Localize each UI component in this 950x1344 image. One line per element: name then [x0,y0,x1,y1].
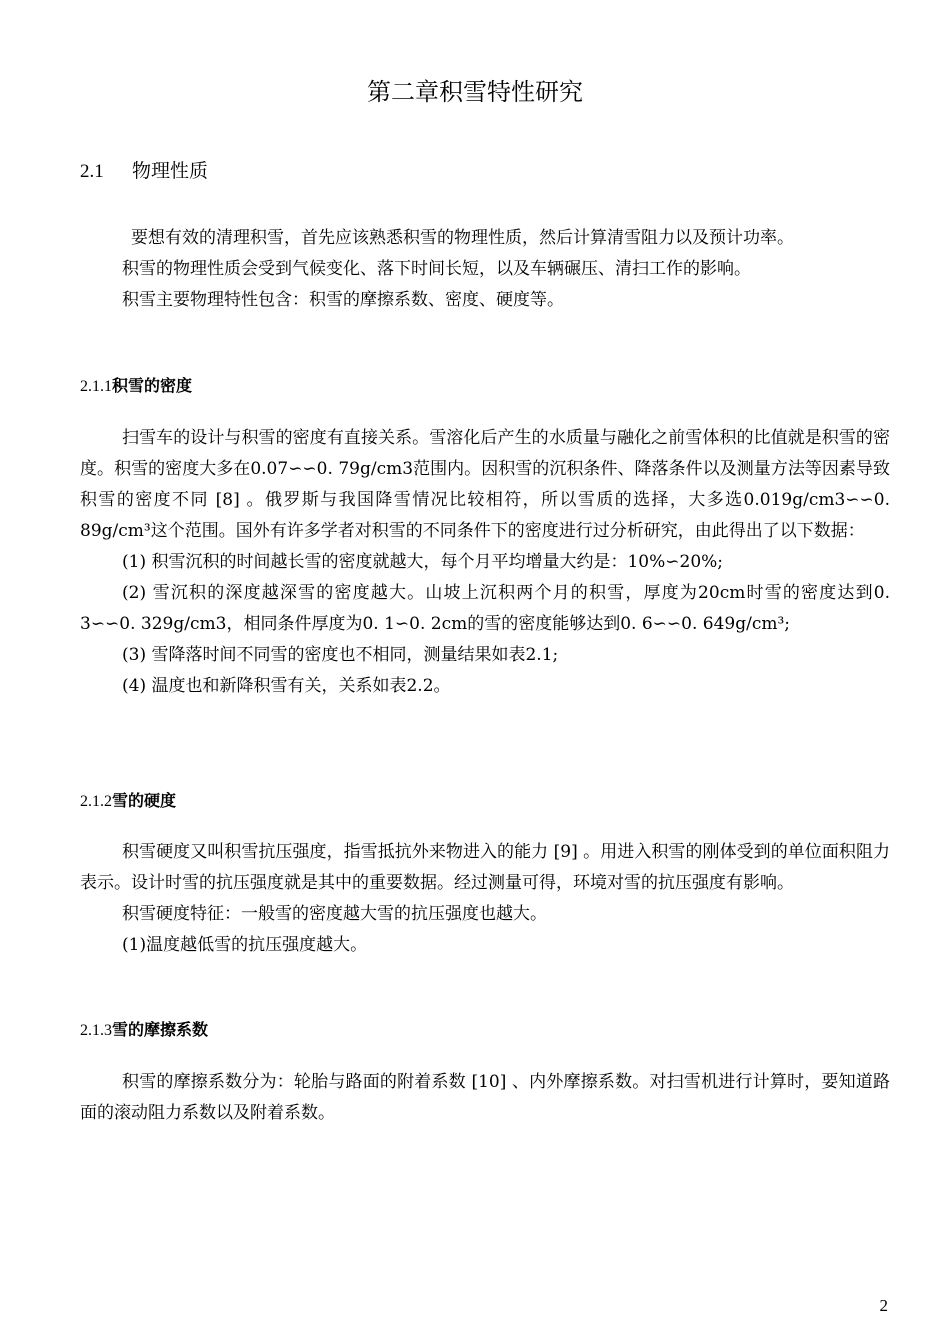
hardness-block [80,837,890,961]
list-item: (2) 雪沉积的深度越深雪的密度越大。山坡上沉积两个月的积雪，厚度为20cm时雪的密度达到0. 3∽∽0. 329g/cm3，相同条件厚度为0. 1∽0. 2cm的雪的密度能够达到0. 6∽∽0. 649g/cm³; [80,583,890,634]
paragraph: 积雪主要物理特性包含：积雪的摩擦系数、密度、硬度等。 [122,290,564,310]
paragraph: 要想有效的清理积雪，首先应该熟悉积雪的物理性质，然后计算清雪阻力以及预计功率。 [131,228,794,248]
paragraph: 扫雪车的设计与积雪的密度有直接关系。雪溶化后产生的水质量与融化之前雪体积的比值就是积雪的密度。积雪的密度大多在0.07∽∽0. 79g/cm3范围内。因积雪的沉积条件、降落条件以及测量方法等因素导致积雪的密度不同 [8] 。俄罗斯与我国降雪情况比较相符，所以雪质的选择，大多选0.019g/cm3∽∽0. 89g/cm³这个范围。国外有许多学者对积雪的不同条件下的密度进行过分析研究，由此得出了以下数据： [80,428,890,541]
section-title: 物理性质 [132,160,209,182]
section-heading [80,156,208,183]
list-item: (1) 积雪沉积的时间越长雪的密度就越大，每个月平均增量大约是：10%∽20%; [122,552,724,572]
subsection-number: 2.1.2 [80,793,112,810]
list-item: (1)温度越低雪的抗压强度越大。 [122,935,368,955]
chapter-title: 第二章积雪特性研究 [367,78,583,106]
friction-block [80,1067,890,1129]
subsection-number: 2.1.1 [80,378,112,395]
subsection-title: 雪的硬度 [112,791,177,810]
section-number: 2.1 [80,161,104,182]
list-item: (3) 雪降落时间不同雪的密度也不相同，测量结果如表2.1; [122,645,559,665]
paragraph: 积雪的物理性质会受到气候变化、落下时间长短，以及车辆碾压、清扫工作的影响。 [122,259,751,279]
density-block [80,423,890,702]
paragraph: 积雪硬度又叫积雪抗压强度，指雪抵抗外来物进入的能力 [9] 。用进入积雪的刚体受到的单位面积阻力表示。设计时雪的抗压强度就是其中的重要数据。经过测量可得，环境对雪的抗压强度有影响。 [80,842,890,893]
page-number: 2 [879,1296,888,1315]
intro-block [80,223,890,316]
subsection-title: 雪的摩擦系数 [112,1020,209,1039]
list-item: (4) 温度也和新降积雪有关，关系如表2.2。 [122,676,451,696]
subsection-title: 积雪的密度 [112,376,193,395]
subsection-number: 2.1.3 [80,1022,112,1039]
subsection-heading-hardness [80,788,176,811]
subsection-heading-friction [80,1017,208,1040]
paragraph: 积雪硬度特征：一般雪的密度越大雪的抗压强度也越大。 [122,904,547,924]
paragraph: 积雪的摩擦系数分为：轮胎与路面的附着系数 [10] 、内外摩擦系数。对扫雪机进行计算时，要知道路面的滚动阻力系数以及附着系数。 [80,1072,890,1123]
subsection-heading-density [80,373,192,396]
